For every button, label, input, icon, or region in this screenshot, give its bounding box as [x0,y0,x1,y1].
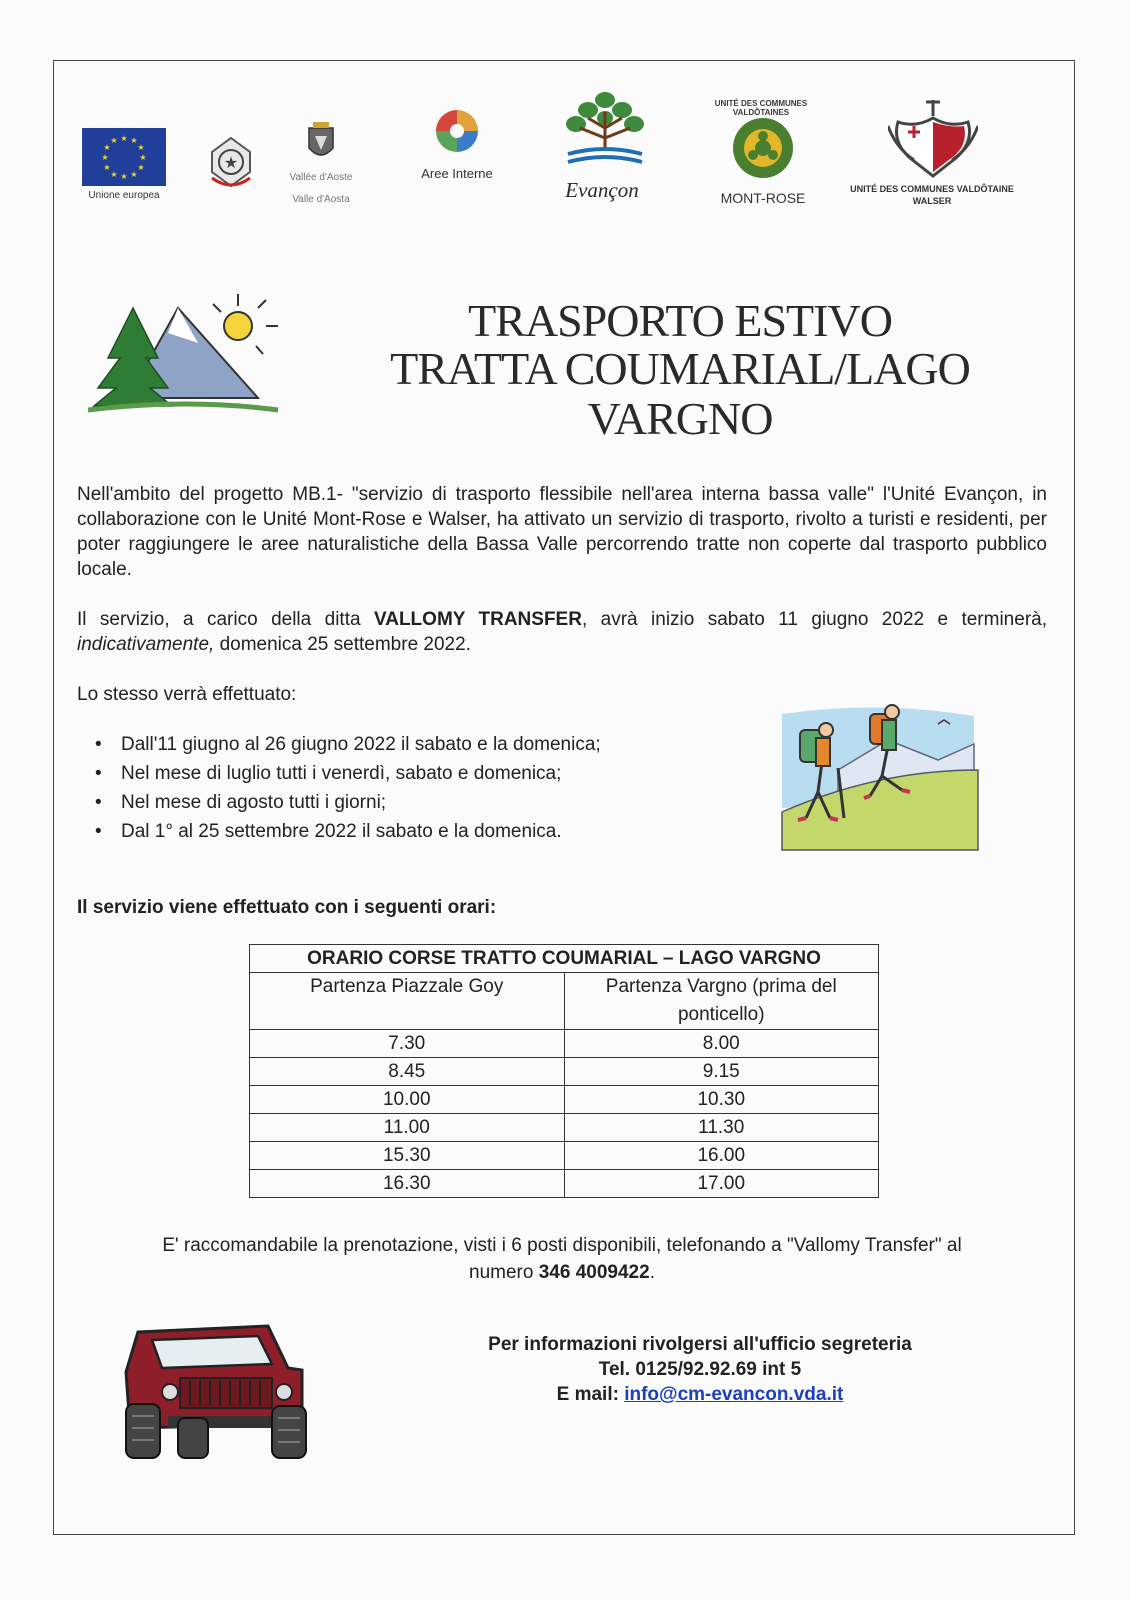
walser-crest-logo [888,96,978,186]
svg-text:★: ★ [101,153,109,162]
departure-vargno: 17.00 [564,1170,879,1198]
svg-text:★: ★ [103,143,111,152]
jeep-illustration [118,1312,314,1466]
list-item: • Nel mese di luglio tutti i venerdì, sabato e domenica; [95,759,601,788]
page-title-line-2: TRATTA COUMARIAL/LAGO VARGNO [390,343,970,444]
hikers-illustration [778,700,984,856]
page-title-line-1: TRASPORTO ESTIVO [468,295,892,346]
service-paragraph [77,607,1047,657]
table-row [250,1058,879,1086]
list-item: • Nel mese di agosto tutti i giorni; [95,788,601,817]
departure-goy: 11.00 [250,1114,565,1142]
eu-flag-logo [82,128,166,190]
evancon-tree-logo [560,88,650,182]
mont-rose-ring-text: UNITÉ DES COMMUNES VALDÔTAINES [714,99,808,117]
departure-vargno: 11.30 [564,1114,879,1142]
contact-email-line [440,1382,960,1407]
eu-caption: Unione europea [88,190,160,201]
svg-text:★: ★ [103,163,111,172]
booking-number-prefix: numero [469,1262,539,1283]
table-row [250,1030,879,1058]
table-title-row [250,945,879,973]
booking-line-1: E' raccomandabile la prenotazione, visti i 6 posti disponibili, telefonando a "Vallomy Transfer" al [162,1235,962,1256]
svg-text:★: ★ [139,153,147,162]
list-item: • Dall'11 giugno al 26 giugno 2022 il sabato e la domenica; [95,730,601,759]
email-link[interactable]: info@cm-evancon.vda.it [624,1384,844,1405]
contact-line-1: Per informazioni rivolgersi all'ufficio segreteria [488,1334,912,1355]
italy-emblem-logo [206,134,256,194]
departure-goy: 7.30 [250,1030,565,1058]
svg-text:★: ★ [137,143,145,152]
table-row [250,1114,879,1142]
vda-caption-it: Valle d'Aosta [292,194,350,205]
departure-vargno: 9.15 [564,1058,879,1086]
table-row [250,1142,879,1170]
schedule-heading: Il servizio viene effettuato con i seguenti orari: [77,897,497,918]
departure-vargno: 16.00 [564,1142,879,1170]
email-label: E mail: [556,1384,625,1405]
departure-goy: 15.30 [250,1142,565,1170]
list-item: • Dal 1° al 25 settembre 2022 il sabato e la domenica. [95,817,601,846]
column-header-vargno-line-1: Partenza Vargno (prima del [605,976,837,997]
vda-coat-of-arms-logo [305,120,337,168]
lead-text: Lo stesso verrà effettuato: [77,684,297,705]
schedule-periods-list [95,730,601,846]
departure-vargno: 10.30 [564,1086,879,1114]
aree-interne-caption: Aree Interne [421,166,493,181]
evancon-caption: Evançon [565,178,639,202]
table-title: ORARIO CORSE TRATTO COUMARIAL – LAGO VARGNO [250,945,879,973]
vda-caption-fr: Vallée d'Aoste [289,172,353,183]
column-header-goy: Partenza Piazzale Goy [250,973,565,1030]
table-row [250,1170,879,1198]
schedule-table [249,944,879,1198]
walser-caption-2: WALSER [912,196,952,206]
svg-text:★: ★ [223,153,239,172]
departure-vargno: 8.00 [564,1030,879,1058]
svg-text:★: ★ [137,163,145,172]
svg-text:★: ★ [130,136,138,145]
svg-text:★: ★ [110,136,118,145]
service-suffix: domenica 25 settembre 2022. [214,634,471,655]
svg-text:★: ★ [120,172,128,181]
departure-goy: 10.00 [250,1086,565,1114]
mont-rose-caption: MONT-ROSE [720,190,806,206]
table-header-row [250,973,879,1030]
column-header-vargno [564,973,879,1030]
column-header-vargno-line-2: ponticello) [677,1004,765,1025]
departure-goy: 8.45 [250,1058,565,1086]
departure-goy: 16.30 [250,1170,565,1198]
walser-caption-1: UNITÉ DES COMMUNES VALDÔTAINE [850,184,1014,194]
booking-number-suffix: . [649,1262,655,1283]
service-middle: , avrà inizio sabato 11 giugno 2022 e terminerà, [581,609,1047,630]
svg-text:★: ★ [110,170,118,179]
intro-paragraph: Nell'ambito del progetto MB.1- "servizio di trasporto flessibile nell'area interna bassa valle" l'Unité Evançon, in collaborazione con le Unité Mont-Rose e Walser, ha attivato un servizio di trasporto, rivolto a turisti e residenti, per poter raggiungere le aree naturalistiche della Bassa Valle percorrendo tratte non coperte dal trasporto pubblico locale. [77,484,1047,580]
svg-text:★: ★ [120,134,128,143]
company-name: VALLOMY TRANSFER [373,609,582,630]
contact-phone: Tel. 0125/92.92.69 int 5 [598,1359,802,1380]
mountain-sun-illustration [88,288,288,422]
aree-interne-logo [434,108,480,158]
booking-line-2 [77,1259,1047,1286]
booking-phone: 346 4009422 [538,1262,650,1283]
table-row [250,1086,879,1114]
service-prefix: Il servizio, a carico della ditta [77,609,374,630]
svg-text:★: ★ [130,170,138,179]
service-italic: indicativamente, [77,634,215,655]
